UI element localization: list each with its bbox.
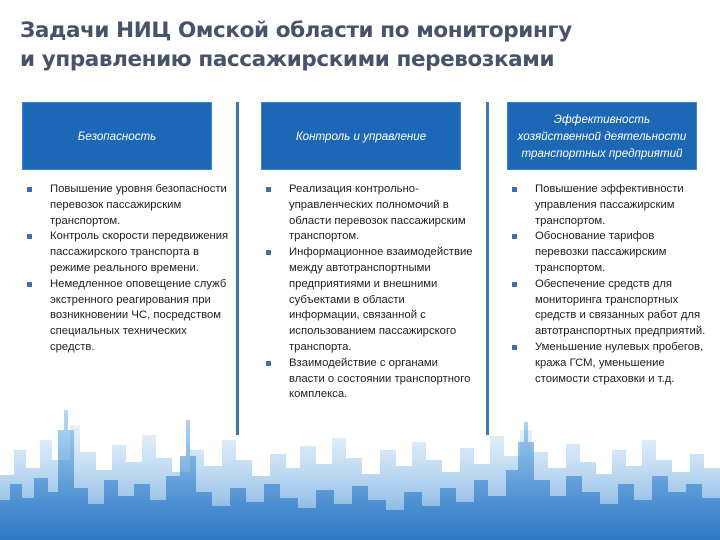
list-item-text: Контроль скорости передвижения пассажирского транспорта в режиме реального времени. (50, 230, 229, 274)
list-item (507, 340, 710, 387)
list-item-text: Обоснование тарифов перевозки пассажирским транспортом. (535, 230, 667, 274)
column-control (261, 102, 476, 403)
column-safety (22, 102, 230, 356)
bullet-icon (512, 282, 517, 287)
slide-title-line-1: Задачи НИЦ Омской области по мониторингу (20, 18, 572, 43)
bullet-icon (266, 187, 271, 192)
column-header (507, 102, 697, 170)
bullet-icon (266, 361, 271, 366)
list-item-text: Обеспечение средств для мониторинга транспортных средств и связанных работ для автотранспортных предприятий. (535, 277, 706, 338)
list-item (22, 277, 230, 356)
column-header-label: Безопасность (77, 129, 157, 143)
list-item-text: Повышение эффективности управления пассажирским транспортом. (535, 183, 684, 227)
column-divider-2 (486, 102, 489, 435)
bullet-icon (512, 187, 517, 192)
list-item (507, 182, 710, 229)
list-item-text: Реализация контрольно-управленческих полномочий в области перевозок пассажирским транспортом. (289, 183, 466, 243)
list-item-text: Информационное взаимодействие между автотранспортными предприятиями и внешними субъектами в области информации, связанной с использованием пассажирского транспорта. (289, 246, 473, 353)
list-item (261, 245, 476, 356)
list-item-text: Немедленное оповещение служб экстренного реагирования при возникновении ЧС, посредством специальных технических средств. (50, 277, 227, 353)
task-list (507, 182, 710, 387)
bullet-icon (27, 187, 32, 192)
column-header-label: Эффективность хозяйственной деятельности транспортных предприятий (517, 112, 687, 160)
bullet-icon (27, 282, 32, 287)
list-item (261, 356, 476, 403)
slide-title-line-2: и управлению пассажирскими перевозками (20, 47, 555, 72)
bullet-icon (27, 234, 32, 239)
list-item (507, 277, 710, 340)
task-list (261, 182, 476, 403)
list-item-text: Повышение уровня безопасности перевозок пассажирским транспортом. (50, 183, 227, 227)
bullet-icon (512, 345, 517, 350)
list-item (22, 182, 230, 229)
list-item (261, 182, 476, 245)
column-divider-1 (236, 102, 239, 435)
column-efficiency (507, 102, 710, 387)
list-item (22, 229, 230, 276)
list-item-text: Взаимодействие с органами власти о состоянии транспортного комплекса. (289, 356, 471, 401)
task-list (22, 182, 230, 356)
column-header-label: Контроль и управление (295, 129, 427, 143)
list-item-text: Уменьшение нулевых пробегов, кража ГСМ, уменьшение стоимости страховки и т.д. (535, 340, 704, 385)
slide-title (20, 16, 700, 74)
column-header (261, 102, 461, 170)
bullet-icon (512, 234, 517, 239)
column-header (22, 102, 212, 170)
bullet-icon (266, 250, 271, 255)
city-skyline-image (0, 380, 720, 540)
list-item (507, 229, 710, 276)
